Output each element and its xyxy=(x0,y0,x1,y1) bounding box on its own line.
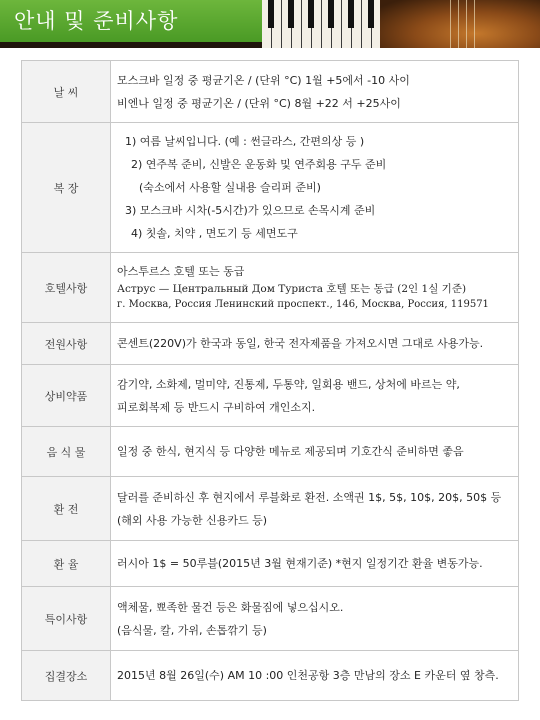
violin-string xyxy=(450,0,451,48)
violin-image xyxy=(380,0,540,48)
content-line: 3) 모스크바 시차(-5시간)가 있으므로 손목시계 준비 xyxy=(125,204,376,217)
content-line: 피로회복제 등 반드시 구비하여 개인소지. xyxy=(117,400,316,414)
row-content xyxy=(111,541,519,587)
row-label: 복 장 xyxy=(22,123,111,253)
content-line: 4) 칫솔, 치약 , 면도기 등 세면도구 xyxy=(131,227,298,240)
piano-black-keys xyxy=(262,0,380,28)
row-label: 날 씨 xyxy=(22,61,111,123)
row-content xyxy=(111,477,519,541)
row-weather xyxy=(22,61,519,123)
info-table xyxy=(21,60,519,701)
row-label: 상비약품 xyxy=(22,365,111,427)
content-line: 1) 여름 날씨입니다. (예 : 썬글라스, 간편의상 등 ) xyxy=(125,135,365,148)
content-line: (해외 사용 가능한 신용카드 등) xyxy=(117,513,268,527)
row-content xyxy=(111,61,519,123)
content-line: 일정 중 한식, 현지식 등 다양한 메뉴로 제공되며 기호간식 준비하면 좋음 xyxy=(117,445,464,458)
content-line: 러시아 1$ = 50루블(2015년 3월 현재기준) *현지 일정기간 환율 변동가능. xyxy=(117,557,483,570)
row-content xyxy=(111,651,519,701)
row-label: 음 식 물 xyxy=(22,427,111,477)
row-power xyxy=(22,323,519,365)
content-line: г. Москва, Россия Ленинский проспект., 146, Москва, Россия, 119571 xyxy=(117,298,489,310)
row-special xyxy=(22,587,519,651)
row-exchange xyxy=(22,477,519,541)
row-label: 집결장소 xyxy=(22,651,111,701)
content-line: 달러를 준비하신 후 현지에서 루블화로 환전. 소액권 1$, 5$, 10$, 20$, 50$ 등 xyxy=(117,490,502,504)
content-line: 모스크바 일정 중 평균기온 / (단위 °C) 1월 +5에서 -10 사이 xyxy=(117,73,410,87)
violin-string xyxy=(458,0,459,48)
content-line: 콘센트(220V)가 한국과 동일, 한국 전자제품을 가져오시면 그대로 사용가능. xyxy=(117,337,484,350)
violin-string xyxy=(466,0,467,48)
row-content xyxy=(111,587,519,651)
content-line: 액체물, 뾰족한 물건 등은 화물짐에 넣으십시오. xyxy=(117,600,344,614)
row-medicine xyxy=(22,365,519,427)
row-content xyxy=(111,323,519,365)
row-food xyxy=(22,427,519,477)
content-line: (숙소에서 사용할 실내용 슬리퍼 준비) xyxy=(139,181,321,194)
row-rate xyxy=(22,541,519,587)
row-label: 환 율 xyxy=(22,541,111,587)
row-label: 전원사항 xyxy=(22,323,111,365)
content-line: 2015년 8월 26일(수) AM 10 :00 인천공항 3층 만남의 장소 E 카운터 옆 창측. xyxy=(117,669,499,682)
violin-string xyxy=(474,0,475,48)
row-label: 환 전 xyxy=(22,477,111,541)
page-title: 안내 및 준비사항 xyxy=(0,0,262,42)
content-line: 아스투르스 호텔 또는 동급 xyxy=(117,264,245,278)
row-label: 호텔사항 xyxy=(22,253,111,323)
row-content xyxy=(111,365,519,427)
row-label: 특이사항 xyxy=(22,587,111,651)
row-content xyxy=(111,123,519,253)
content-line: 비엔나 일정 중 평균기온 / (단위 °C) 8월 +22 서 +25사이 xyxy=(117,96,401,110)
row-content xyxy=(111,253,519,323)
title-underline xyxy=(0,42,262,48)
content-line: Аструс — Центральный Дом Туриста 호텔 또는 동급 (2인 1실 기준) xyxy=(117,282,467,295)
row-meeting-place xyxy=(22,651,519,701)
row-hotel xyxy=(22,253,519,323)
content-line: (음식물, 칼, 가위, 손톱깎기 등) xyxy=(117,623,267,637)
row-clothing xyxy=(22,123,519,253)
header-banner xyxy=(0,0,540,48)
content-line: 감기약, 소화제, 멀미약, 진통제, 두통약, 일회용 밴드, 상처에 바르는 약, xyxy=(117,377,460,391)
row-content xyxy=(111,427,519,477)
content-line: 2) 연주복 준비, 신발은 운동화 및 연주회용 구두 준비 xyxy=(131,158,387,171)
